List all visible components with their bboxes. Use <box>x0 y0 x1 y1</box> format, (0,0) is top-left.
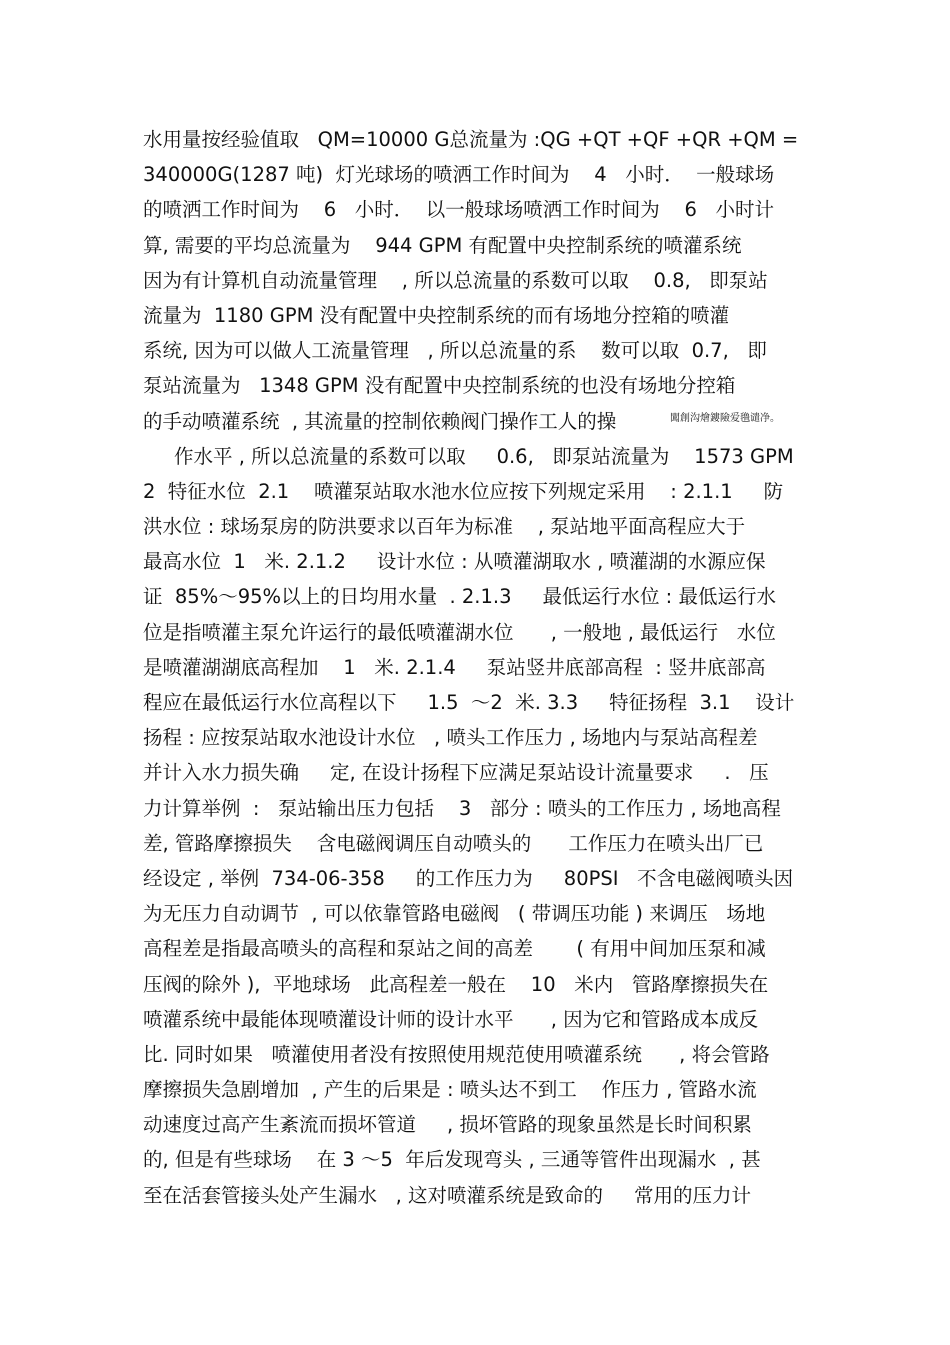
text-line: 系统, 因为可以做人工流量管理 , 所以总流量的系 数可以取 0.7, 即 <box>143 339 767 363</box>
text-line: 算, 需要的平均总流量为 944 GPM 有配置中央控制系统的喷灌系统 <box>143 233 742 257</box>
text-line: 差, 管路摩擦损失 含电磁阀调压自动喷头的 工作压力在喷头出厂已 <box>143 831 764 855</box>
text-line: 洪水位 : 球场泵房的防洪要求以百年为标准 , 泵站地平面高程应大于 <box>143 515 746 539</box>
text-line: 高程差是指最高喷头的高程和泵站之间的高差 ( 有用中间加压泵和减 <box>143 937 766 961</box>
text-line: 作水平 , 所以总流量的系数可以取 0.6, 即泵站流量为 1573 GPM <box>143 444 794 468</box>
text-line: 经设定 , 举例 734-06-358 的工作压力为 80PSI 不含电磁阀喷头因 <box>143 866 794 890</box>
text-line: 的喷洒工作时间为 6 小时． 以一般球场喷洒工作时间为 6 小时计 <box>143 198 774 222</box>
text-line: 2 特征水位 2.1 喷灌泵站取水池水位应按下列规定采用 : 2.1.1 防 <box>143 479 784 503</box>
text-line: 至在活套管接头处产生漏水 , 这对喷灌系统是致命的 常用的压力计 <box>143 1183 751 1207</box>
text-line: 泵站流量为 1348 GPM 没有配置中央控制系统的也没有场地分控箱 <box>143 374 736 398</box>
text-line: 水用量按经验值取 QM=10000 G总流量为 :QG +QT +QF +QR +QM = <box>143 128 799 151</box>
text-line: 摩擦损失急剧增加 , 产生的后果是 : 喷头达不到工 作压力 , 管路水流 <box>143 1078 757 1102</box>
text-line: 因为有计算机自动流量管理 , 所以总流量的系数可以取 0.8, 即泵站 <box>143 268 768 292</box>
text-line: 为无压力自动调节 , 可以依靠管路电磁阀 ( 带调压功能 ) 来调压 场地 <box>143 902 766 926</box>
inline-stamp-text: 闖創沟燴鏤險爱氇谴净。 <box>670 413 780 424</box>
text-line: 并计入水力损失确 定, 在设计扬程下应满足泵站设计流量要求 . 压 <box>143 761 769 785</box>
text-line: 动速度过高产生紊流而损坏管道 , 损坏管路的现象虽然是长时间积累 <box>143 1113 752 1137</box>
text-line: 340000G(1287 吨) 灯光球场的喷洒工作时间为 4 小时． 一般球场 <box>143 163 775 187</box>
text-line: 的手动喷灌系统 , 其流量的控制依赖阀门操作工人的操 <box>143 409 617 433</box>
text-line: 位是指喷灌主泵允许运行的最低喷灌湖水位 , 一般地 , 最低运行 水位 <box>143 620 776 644</box>
text-line: 压阀的除外 ), 平地球场 此高程差一般在 10 米内 管路摩擦损失在 <box>143 972 769 996</box>
text-line: 证 85%～95%以上的日均用水量 . 2.1.3 最低运行水位 : 最低运行水 <box>143 585 776 609</box>
text-line: 喷灌系统中最能体现喷灌设计师的设计水平 , 因为它和管路成本成反 <box>143 1007 759 1031</box>
text-line: 力计算举例 : 泵站输出压力包括 3 部分 : 喷头的工作压力 , 场地高程 <box>143 796 781 820</box>
text-line: 比. 同时如果 喷灌使用者没有按照使用规范使用喷灌系统 , 将会管路 <box>143 1042 770 1066</box>
text-line: 的, 但是有些球场 在 3 ～5 年后发现弯头 , 三通等管件出现漏水 , 甚 <box>143 1148 761 1172</box>
text-line: 程应在最低运行水位高程以下 1.5 ～2 米. 3.3 特征扬程 3.1 设计 <box>143 691 795 714</box>
text-line: 扬程 : 应按泵站取水池设计水位 , 喷头工作压力 , 场地内与泵站高程差 <box>143 726 758 750</box>
text-line: 流量为 1180 GPM 没有配置中央控制系统的而有场地分控箱的喷灌 <box>143 303 730 327</box>
body-text <box>143 122 815 1213</box>
text-line: 最高水位 1 米. 2.1.2 设计水位 : 从喷灌湖取水 , 喷灌湖的水源应保 <box>143 550 766 574</box>
text-line: 是喷灌湖湖底高程加 1 米. 2.1.4 泵站竖井底部高程 : 竖井底部高 <box>143 655 766 679</box>
